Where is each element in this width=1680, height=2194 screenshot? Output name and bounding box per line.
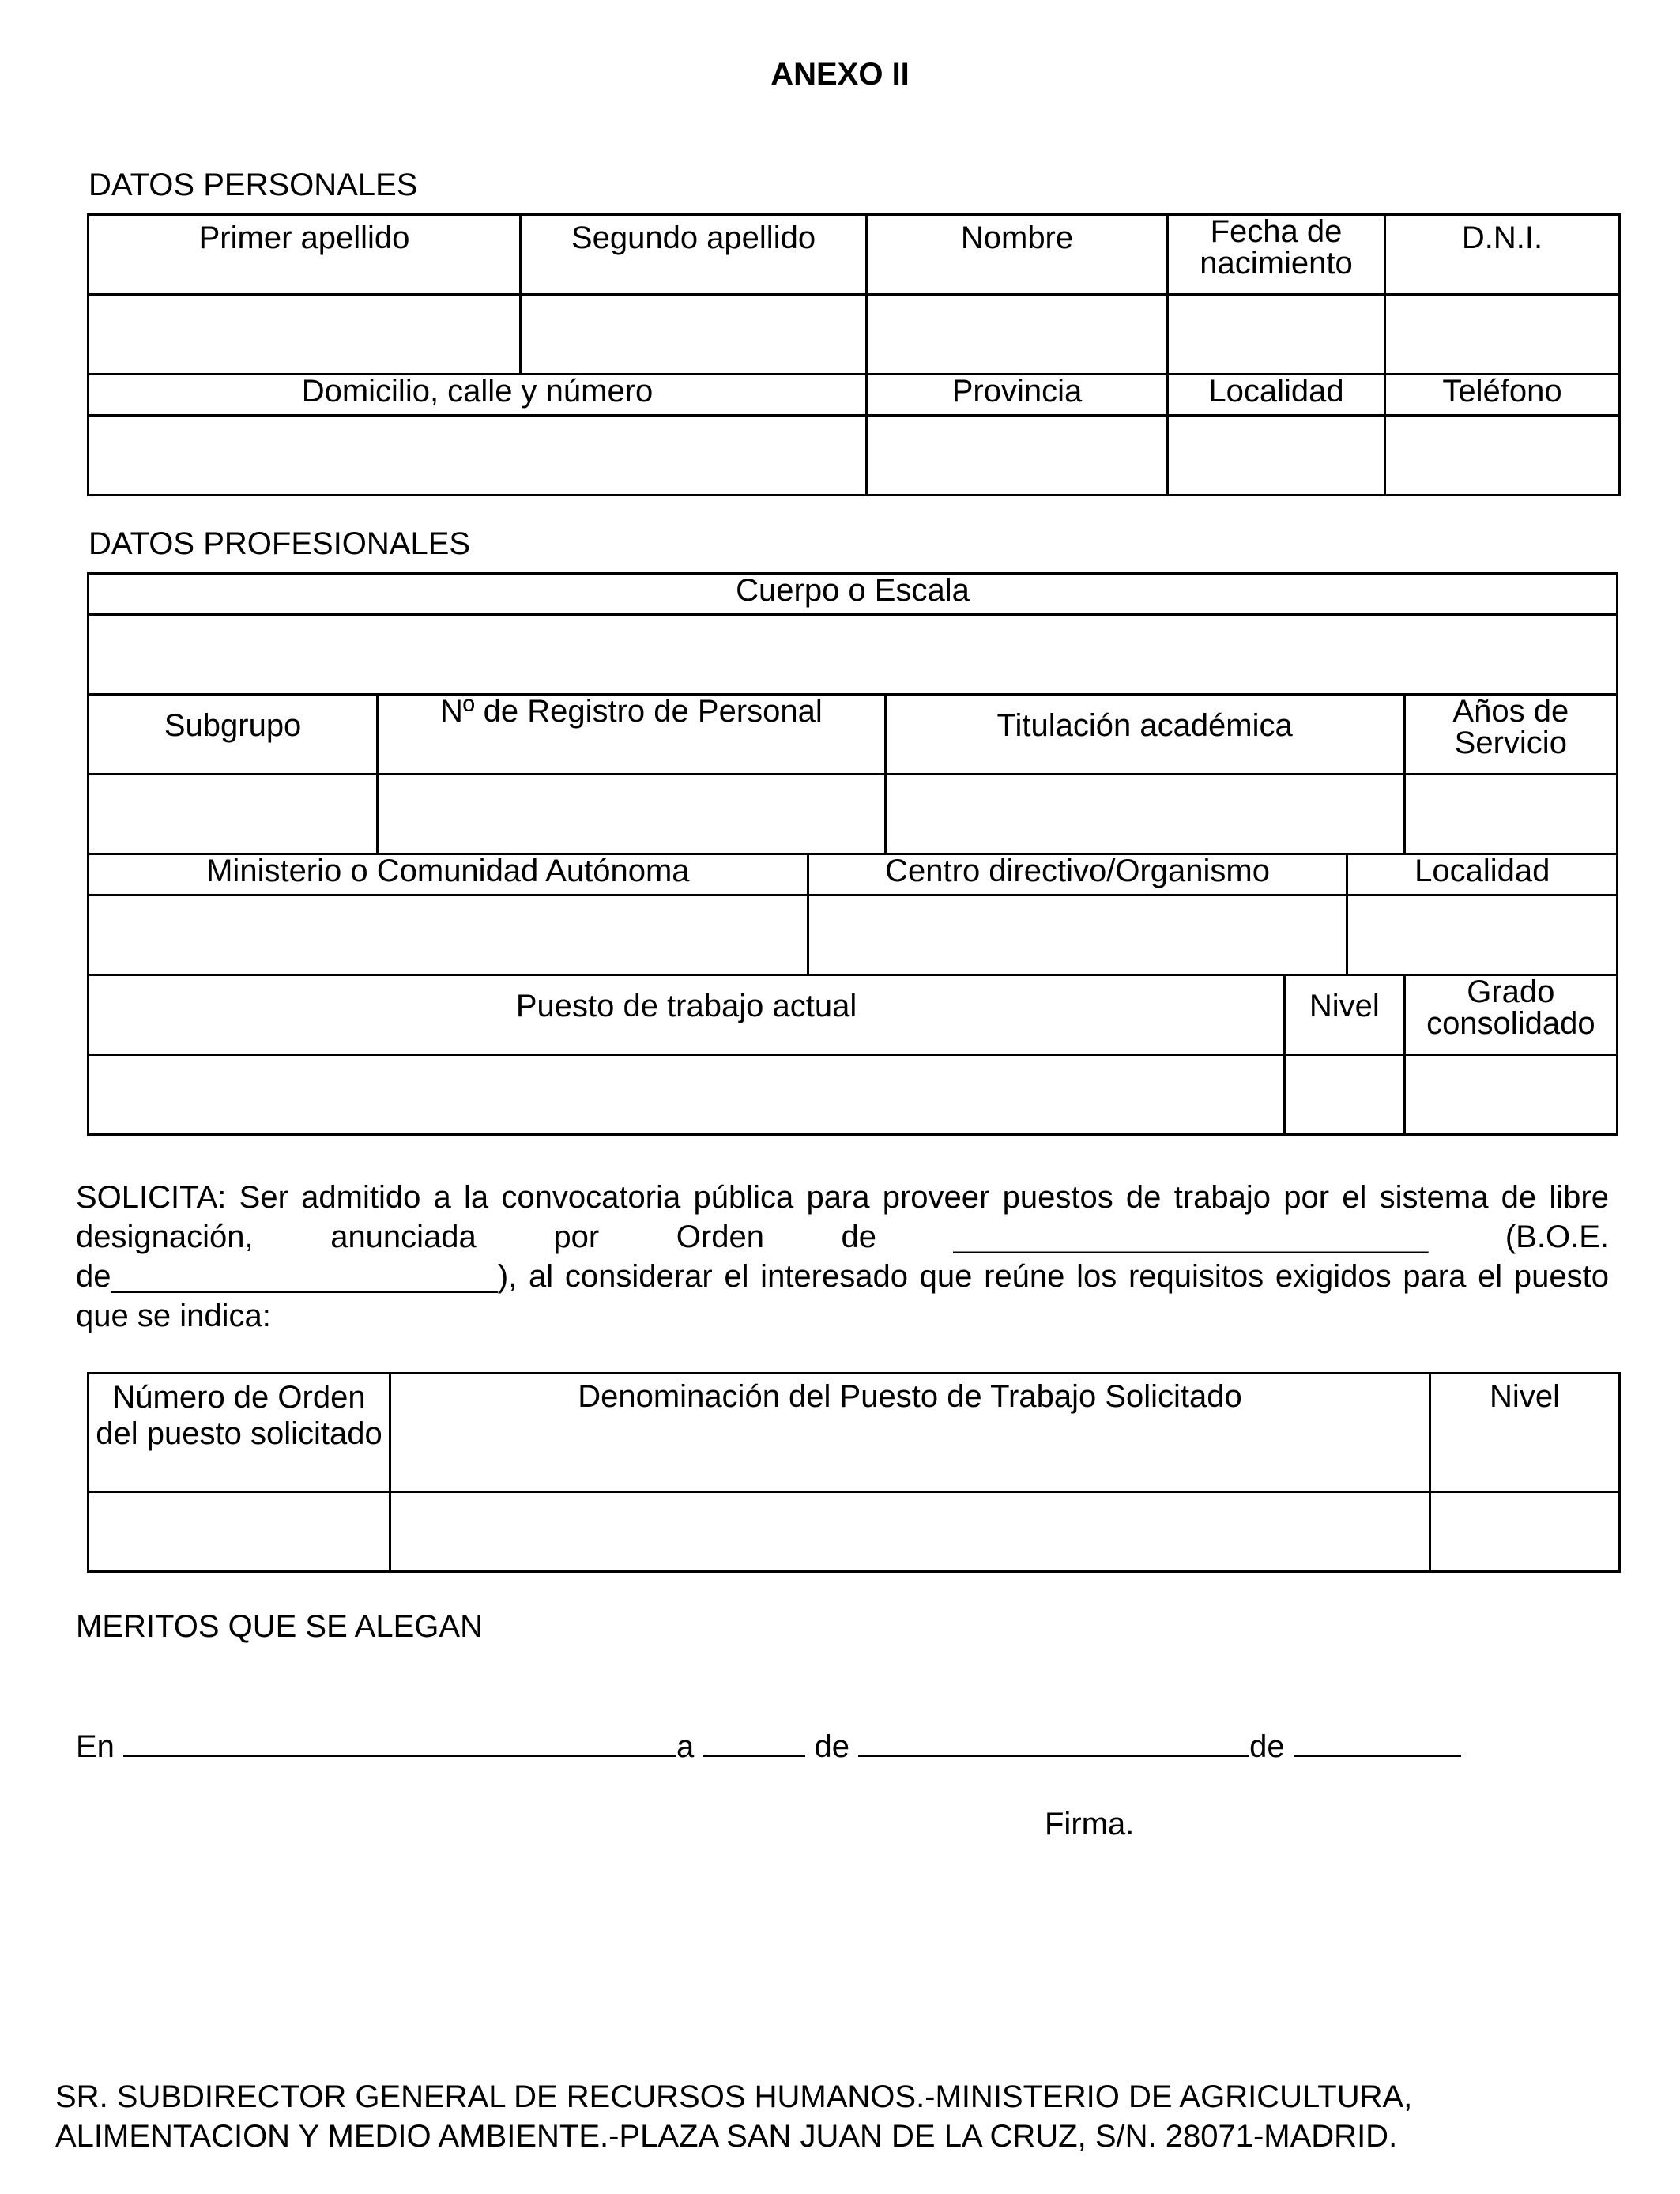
header-telefono: Teléfono bbox=[1385, 375, 1620, 416]
field-provincia[interactable] bbox=[867, 416, 1168, 496]
field-nivel-puesto[interactable] bbox=[1430, 1492, 1620, 1572]
header-registro-personal: Nº de Registro de Personal bbox=[378, 695, 886, 775]
date-a-label: a bbox=[676, 1729, 703, 1764]
section-datos-profesionales: DATOS PROFESIONALES bbox=[89, 526, 471, 561]
header-cuerpo-escala: Cuerpo o Escala bbox=[89, 574, 1618, 615]
solicita-text-1: SOLICITA: Ser admitido a la convocatoria pública para proveer puestos de trabajo por el sistema de libre designación, anunciada por Orden de bbox=[76, 1180, 1609, 1254]
field-puesto-actual[interactable] bbox=[89, 1055, 1285, 1135]
header-ministerio: Ministerio o Comunidad Autónoma bbox=[89, 854, 808, 895]
firma-label: Firma. bbox=[1045, 1807, 1135, 1842]
header-numero-orden: Número de Orden del puesto solicitado bbox=[89, 1374, 390, 1492]
field-grado-consolidado[interactable] bbox=[1404, 1055, 1617, 1135]
field-dni[interactable] bbox=[1385, 295, 1620, 375]
field-numero-orden[interactable] bbox=[89, 1492, 390, 1572]
professional-data-table bbox=[87, 572, 1618, 1136]
field-nombre[interactable] bbox=[867, 295, 1168, 375]
footer-line-2: ALIMENTACION Y MEDIO AMBIENTE.-PLAZA SAN JUAN DE LA CRUZ, S/N. 28071-MADRID. bbox=[55, 2119, 1398, 2154]
solicita-text-2: (B.O.E. de bbox=[76, 1220, 1609, 1294]
header-localidad-prof: Localidad bbox=[1347, 854, 1618, 895]
header-localidad: Localidad bbox=[1168, 375, 1385, 416]
header-nivel: Nivel bbox=[1285, 975, 1405, 1055]
field-telefono[interactable] bbox=[1385, 416, 1620, 496]
field-fecha-nacimiento[interactable] bbox=[1168, 295, 1385, 375]
meritos-label: MERITOS QUE SE ALEGAN bbox=[76, 1609, 483, 1644]
section-datos-personales: DATOS PERSONALES bbox=[89, 168, 418, 202]
header-primer-apellido: Primer apellido bbox=[89, 215, 521, 295]
header-grado-consolidado: Grado consolidado bbox=[1404, 975, 1617, 1055]
field-localidad-prof[interactable] bbox=[1347, 895, 1618, 975]
solicita-paragraph bbox=[76, 1178, 1609, 1336]
date-month-blank[interactable] bbox=[858, 1728, 1249, 1757]
field-localidad[interactable] bbox=[1168, 416, 1385, 496]
solicita-text-3: ), al considerar el interesado que reúne los requisitos exigidos para el puesto que se indica: bbox=[76, 1259, 1609, 1333]
header-dni: D.N.I. bbox=[1385, 215, 1620, 295]
field-ministerio[interactable] bbox=[89, 895, 808, 975]
boe-blank[interactable]: ______________________ bbox=[111, 1259, 498, 1294]
date-de1-label: de bbox=[805, 1729, 859, 1764]
field-domicilio[interactable] bbox=[89, 416, 867, 496]
header-fecha-nacimiento: Fecha de nacimiento bbox=[1168, 215, 1385, 295]
date-day-blank[interactable] bbox=[703, 1728, 805, 1757]
header-nombre: Nombre bbox=[867, 215, 1168, 295]
header-titulacion: Titulación académica bbox=[885, 695, 1404, 775]
field-denominacion[interactable] bbox=[390, 1492, 1430, 1572]
date-de2-label: de bbox=[1249, 1729, 1294, 1764]
header-puesto-actual: Puesto de trabajo actual bbox=[89, 975, 1285, 1055]
date-line bbox=[76, 1728, 1461, 1765]
page-title: ANEXO II bbox=[770, 57, 910, 92]
field-cuerpo-escala[interactable] bbox=[89, 615, 1618, 695]
header-anos-servicio: Años de Servicio bbox=[1404, 695, 1617, 775]
header-domicilio: Domicilio, calle y número bbox=[89, 375, 867, 416]
puesto-solicitado-table bbox=[87, 1372, 1621, 1573]
field-titulacion[interactable] bbox=[885, 775, 1404, 854]
header-denominacion: Denominación del Puesto de Trabajo Solicitado bbox=[390, 1374, 1430, 1492]
footer-line-1: SR. SUBDIRECTOR GENERAL DE RECURSOS HUMANOS.-MINISTERIO DE AGRICULTURA, bbox=[55, 2079, 1413, 2114]
date-year-blank[interactable] bbox=[1294, 1728, 1461, 1757]
header-centro-directivo: Centro directivo/Organismo bbox=[808, 854, 1347, 895]
field-subgrupo[interactable] bbox=[89, 775, 378, 854]
field-primer-apellido[interactable] bbox=[89, 295, 521, 375]
field-registro-personal[interactable] bbox=[378, 775, 886, 854]
header-nivel-puesto: Nivel bbox=[1430, 1374, 1620, 1492]
date-en-label: En bbox=[76, 1729, 124, 1764]
field-nivel[interactable] bbox=[1285, 1055, 1405, 1135]
date-place-blank[interactable] bbox=[123, 1728, 676, 1757]
header-provincia: Provincia bbox=[867, 375, 1168, 416]
addressee-footer bbox=[55, 2077, 1636, 2156]
header-segundo-apellido: Segundo apellido bbox=[521, 215, 867, 295]
orden-blank[interactable]: ___________________________ bbox=[953, 1220, 1429, 1254]
personal-data-table bbox=[87, 213, 1621, 496]
field-anos-servicio[interactable] bbox=[1404, 775, 1617, 854]
header-subgrupo: Subgrupo bbox=[89, 695, 378, 775]
field-segundo-apellido[interactable] bbox=[521, 295, 867, 375]
field-centro-directivo[interactable] bbox=[808, 895, 1347, 975]
